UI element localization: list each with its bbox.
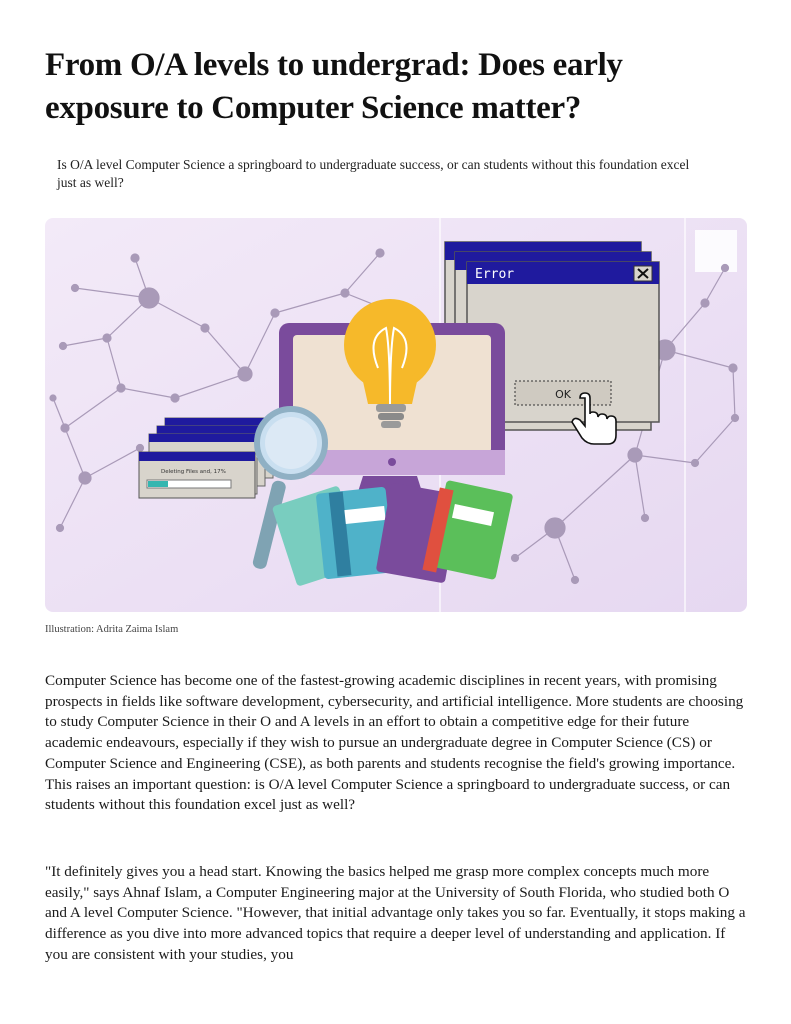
illustration-caption: Illustration: Adrita Zaima Islam <box>45 624 179 635</box>
article-paragraph: "It definitely gives you a head start. Knowing the basics helped me grasp more complex concepts much more easily," says Ahnaf Islam, a Computer Engineering major at the University of South Florida, who studied both O and A level Computer Science. "However, that initial advantage only takes you so far. Eventually, it stops making a difference as you dive into more advanced topics that require a deeper level of understanding and application. If you are consistent with your studies, you <box>45 863 746 963</box>
ok-button <box>515 381 611 405</box>
progress-dialog-stack <box>139 418 273 498</box>
ok-button-label: OK <box>555 388 571 401</box>
article-illustration <box>45 218 747 612</box>
illustration-canvas <box>45 218 747 612</box>
notebooks-icon <box>272 480 514 587</box>
article-paragraph: Computer Science has become one of the fastest-growing academic disciplines in recent years, with promising prospects in fields like software development, cybersecurity, and artificial intelligence. More students are choosing to study Computer Science in their O and A levels in an effort to obtain a competitive edge for their future academic endeavours, especially if they wish to pursue an undergraduate degree in Computer Science (CS) or Computer Science and Engineering (CSE), as both parents and students recognise the field's growing importance. This raises an important question: is O/A level Computer Science a springboard to undergraduate success, or can students without this foundation excel just as well? <box>45 672 744 814</box>
progress-window-text: Deleting Files and, 17% <box>161 469 226 475</box>
progress-bar-fill <box>148 481 168 487</box>
error-window-title: Error <box>475 267 515 282</box>
decor-square <box>695 230 737 272</box>
article-headline: From O/A levels to undergrad: Does early exposure to Computer Science matter? <box>45 47 623 126</box>
article-standfirst: Is O/A level Computer Science a springboard to undergraduate success, or can students without this foundation excel just as well? <box>57 157 690 190</box>
close-icon <box>634 266 652 281</box>
